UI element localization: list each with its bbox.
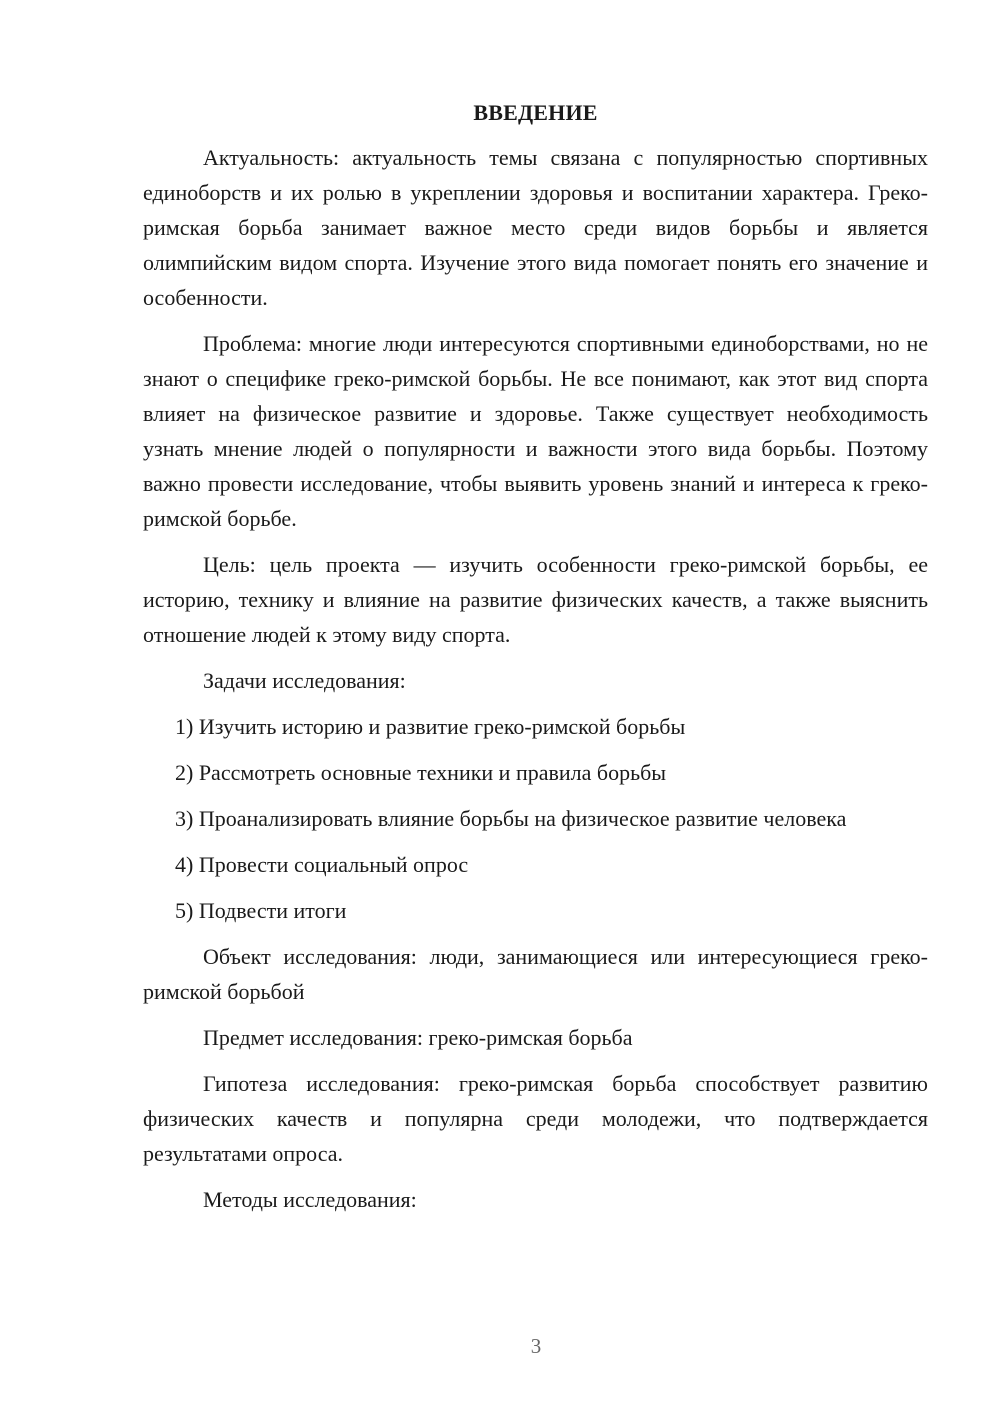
tasks-heading: Задачи исследования:: [203, 668, 406, 693]
page-number: 3: [530, 1334, 542, 1358]
task-item: 2) Рассмотреть основные техники и правила борьбы: [175, 760, 667, 785]
hypothesis-paragraph: Гипотеза исследования: греко-римская борьба способствует развитию физических качеств и популярна среди молодежи, что подтверждается результатами опроса.: [143, 1071, 928, 1166]
problem-paragraph: Проблема: многие люди интересуются спортивными единоборствами, но не знают о специфике греко-римской борьбы. Не все понимают, как этот вид спорта влияет на физическое развитие и здоровье. Также существует необходимость узнать мнение людей о популярности и важности этого вида борьбы. Поэтому важно провести исследование, чтобы выявить уровень знаний и интереса к греко-римской борьбе.: [143, 331, 928, 531]
task-item: 4) Провести социальный опрос: [175, 852, 469, 877]
document-page: [143, 95, 928, 1228]
object-paragraph: Объект исследования: люди, занимающиеся или интересующиеся греко-римской борьбой: [143, 944, 928, 1004]
task-item: 5) Подвести итоги: [175, 898, 347, 923]
goal-paragraph: Цель: цель проекта — изучить особенности греко-римской борьбы, ее историю, технику и влияние на развитие физических качеств, а также выяснить отношение людей к этому виду спорта.: [143, 552, 928, 647]
subject-paragraph: Предмет исследования: греко-римская борьба: [203, 1025, 633, 1050]
relevance-paragraph: Актуальность: актуальность темы связана с популярностью спортивных единоборств и их ролью в укреплении здоровья и воспитании характера. Греко-римская борьба занимает важное место среди видов борьбы и является олимпийским видом спорта. Изучение этого вида помогает понять его значение и особенности.: [143, 145, 928, 310]
task-item: 1) Изучить историю и развитие греко-римской борьбы: [175, 714, 686, 739]
task-item: 3) Проанализировать влияние борьбы на физическое развитие человека: [175, 806, 847, 831]
section-title: ВВЕДЕНИЕ: [473, 100, 598, 125]
methods-heading: Методы исследования:: [203, 1187, 417, 1212]
